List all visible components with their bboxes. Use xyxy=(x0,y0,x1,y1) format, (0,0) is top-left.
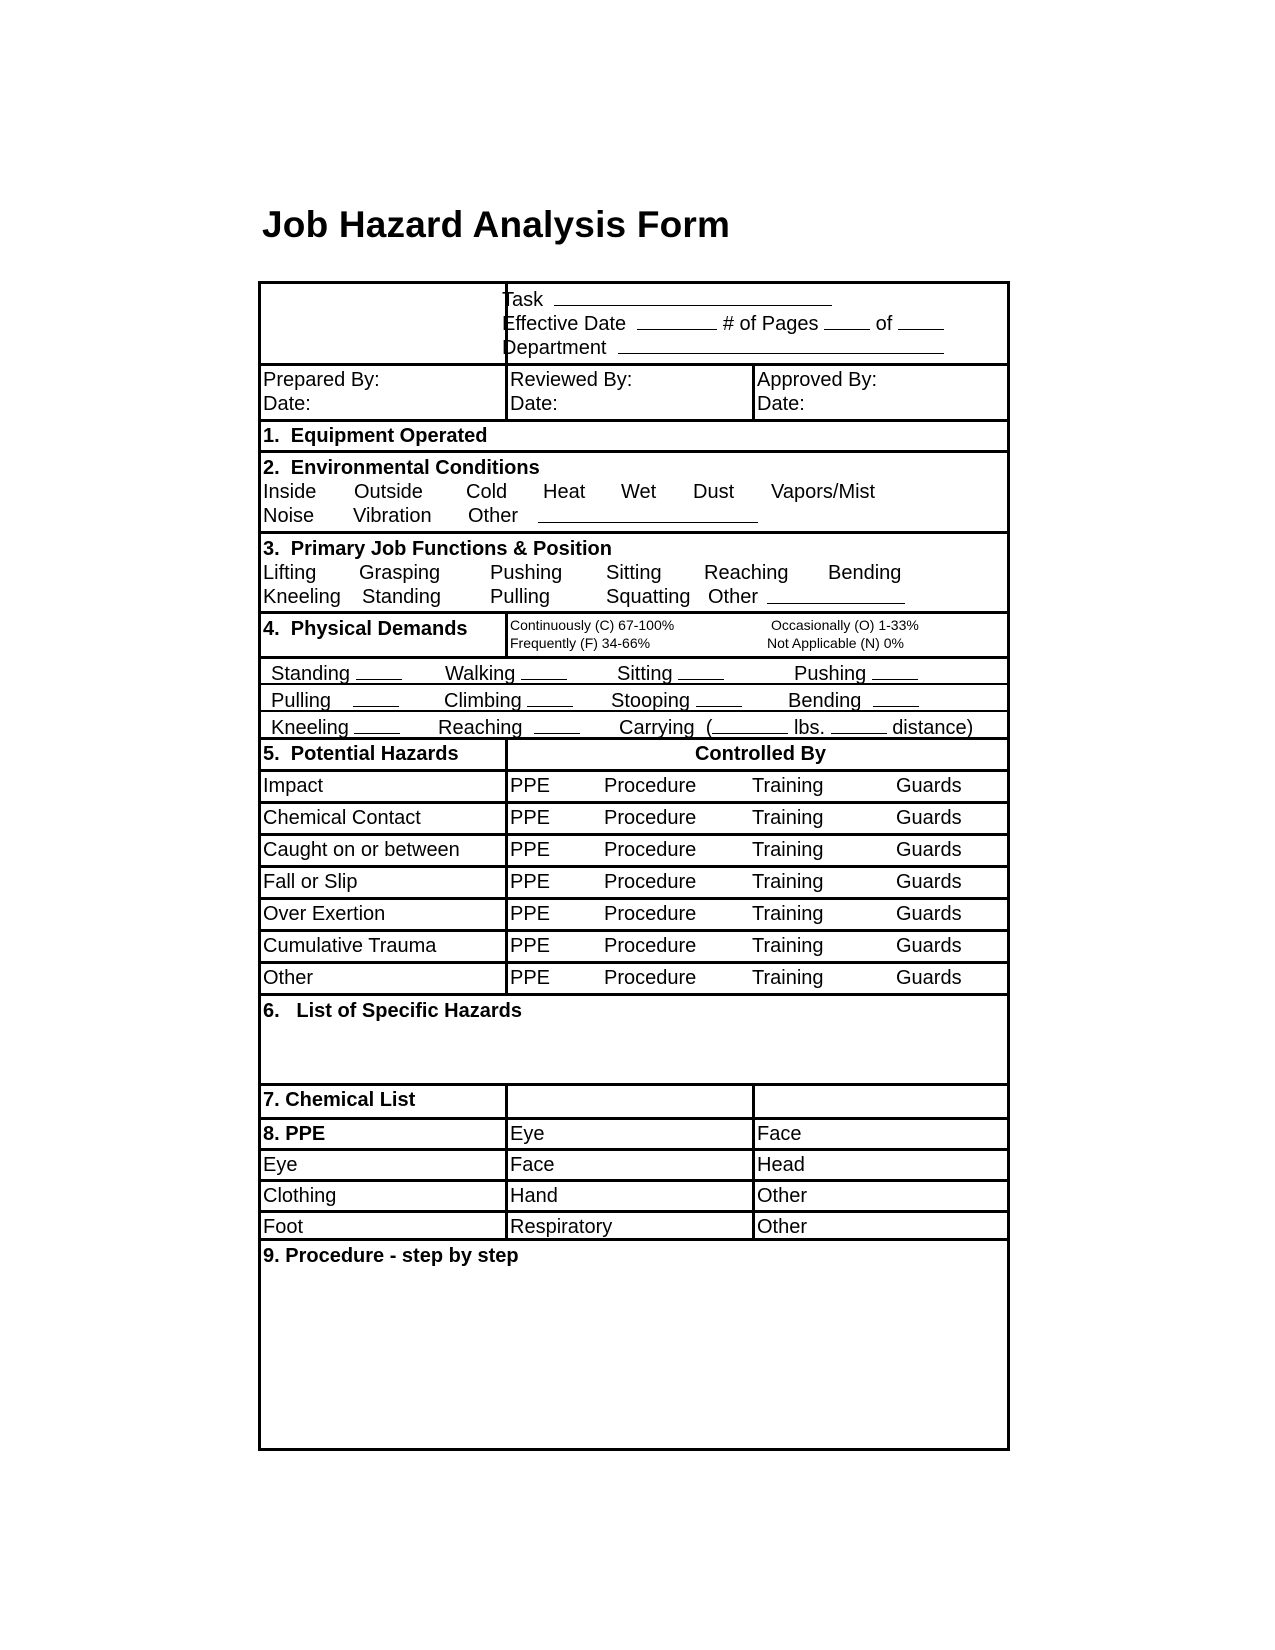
function-option[interactable]: Bending xyxy=(828,562,902,584)
control-option[interactable]: Training xyxy=(752,935,824,957)
control-option[interactable]: PPE xyxy=(510,903,551,925)
demand-label: Reaching xyxy=(438,715,580,740)
env-option[interactable]: Outside xyxy=(354,481,423,503)
control-option[interactable]: Training xyxy=(752,839,824,861)
legend-frequently: Frequently (F) 34-66% xyxy=(510,635,651,651)
carrying-line: Carrying ( lbs. distance) xyxy=(619,717,974,739)
ppe-option[interactable]: Eye xyxy=(510,1123,545,1145)
section-4-title: 4. Physical Demands xyxy=(263,618,468,640)
function-other-blank[interactable] xyxy=(767,585,905,604)
env-option[interactable]: Other xyxy=(468,505,519,527)
control-option[interactable]: Training xyxy=(752,807,824,829)
ppe-option[interactable]: Clothing xyxy=(263,1185,337,1207)
divider xyxy=(752,1083,755,1238)
legend-occasionally: Occasionally (O) 1-33% xyxy=(771,617,919,633)
demand-blank[interactable] xyxy=(696,688,742,707)
ppe-option[interactable]: Other xyxy=(757,1185,808,1207)
hazard-name: Other xyxy=(263,967,314,989)
env-option[interactable]: Heat xyxy=(543,481,586,503)
control-option[interactable]: PPE xyxy=(510,839,551,861)
control-option[interactable]: Guards xyxy=(896,807,962,829)
demand-label: Pulling xyxy=(271,688,399,713)
divider xyxy=(261,710,1007,712)
hazard-name: Caught on or between xyxy=(263,839,460,861)
function-option[interactable]: Squatting xyxy=(606,586,691,608)
control-option[interactable]: Guards xyxy=(896,839,962,861)
demand-label: Bending xyxy=(788,688,919,713)
function-option[interactable]: Kneeling xyxy=(263,586,341,608)
divider xyxy=(261,737,1007,740)
divider xyxy=(261,961,1007,964)
control-option[interactable]: Procedure xyxy=(604,967,697,989)
divider xyxy=(261,801,1007,804)
section-9-title: 9. Procedure - step by step xyxy=(263,1245,519,1267)
divider xyxy=(261,683,1007,685)
divider xyxy=(261,1148,1007,1151)
demand-blank[interactable] xyxy=(356,661,402,680)
divider xyxy=(261,656,1007,659)
divider xyxy=(261,929,1007,932)
control-option[interactable]: Training xyxy=(752,775,824,797)
function-option[interactable]: Standing xyxy=(362,586,441,608)
divider xyxy=(261,993,1007,996)
demand-label: Walking xyxy=(445,661,567,686)
env-option[interactable]: Wet xyxy=(621,481,657,503)
section-6-title: 6. List of Specific Hazards xyxy=(263,1000,522,1022)
section-8-title: 8. PPE xyxy=(263,1123,326,1145)
control-option[interactable]: Guards xyxy=(896,871,962,893)
demand-blank[interactable] xyxy=(527,688,573,707)
control-option[interactable]: PPE xyxy=(510,871,551,893)
reviewed-date-label[interactable]: Date: xyxy=(510,393,558,415)
divider xyxy=(261,363,1007,366)
function-option[interactable]: Sitting xyxy=(606,562,662,584)
demand-blank[interactable] xyxy=(534,715,580,734)
control-option[interactable]: PPE xyxy=(510,807,551,829)
department-line: Department xyxy=(502,335,944,360)
env-option[interactable]: Dust xyxy=(693,481,735,503)
control-option[interactable]: Procedure xyxy=(604,871,697,893)
divider xyxy=(261,1117,1007,1120)
divider xyxy=(261,769,1007,772)
control-option[interactable]: Training xyxy=(752,903,824,925)
prepared-date-label[interactable]: Date: xyxy=(263,393,311,415)
task-blank[interactable] xyxy=(554,287,832,306)
control-option[interactable]: PPE xyxy=(510,935,551,957)
env-option[interactable]: Cold xyxy=(466,481,508,503)
env-other-blank[interactable] xyxy=(538,504,758,523)
section-3-title: 3. Primary Job Functions & Position xyxy=(263,538,612,560)
section-7-title: 7. Chemical List xyxy=(263,1089,416,1111)
reviewed-by-label[interactable]: Reviewed By: xyxy=(510,369,633,391)
demand-blank[interactable] xyxy=(678,661,724,680)
divider xyxy=(261,450,1007,453)
demand-blank[interactable] xyxy=(354,715,400,734)
function-option[interactable]: Lifting xyxy=(263,562,317,584)
control-option[interactable]: Procedure xyxy=(604,839,697,861)
ppe-option[interactable]: Face xyxy=(510,1154,555,1176)
section-2-title: 2. Environmental Conditions xyxy=(263,457,540,479)
divider xyxy=(261,1179,1007,1182)
env-option[interactable]: Vapors/Mist xyxy=(771,481,876,503)
legend-continuously: Continuously (C) 67-100% xyxy=(510,617,675,633)
ppe-option[interactable]: Eye xyxy=(263,1154,298,1176)
divider xyxy=(261,611,1007,614)
prepared-by-label[interactable]: Prepared By: xyxy=(263,369,380,391)
procedure-area[interactable] xyxy=(263,1274,1005,1446)
control-option[interactable]: Guards xyxy=(896,775,962,797)
demand-label: Stooping xyxy=(611,688,742,713)
hazard-name: Cumulative Trauma xyxy=(263,935,437,957)
divider xyxy=(261,1083,1007,1086)
carrying-distance-blank[interactable] xyxy=(831,715,887,734)
ppe-option[interactable]: Respiratory xyxy=(510,1216,613,1238)
ppe-option[interactable]: Face xyxy=(757,1123,802,1145)
ppe-option[interactable]: Other xyxy=(757,1216,808,1238)
hazard-name: Impact xyxy=(263,775,324,797)
demand-label: Climbing xyxy=(444,688,573,713)
function-option[interactable]: Pulling xyxy=(490,586,551,608)
legend-not-applicable: Not Applicable (N) 0% xyxy=(767,635,904,651)
section-5-title: 5. Potential Hazards xyxy=(263,743,459,765)
task-line: Task xyxy=(502,287,832,312)
divider xyxy=(261,865,1007,868)
control-option[interactable]: Procedure xyxy=(604,903,697,925)
demand-label: Sitting xyxy=(617,661,724,686)
page-total-blank[interactable] xyxy=(898,311,944,330)
control-option[interactable]: Guards xyxy=(896,935,962,957)
page-title: Job Hazard Analysis Form xyxy=(262,204,731,245)
hazard-name: Fall or Slip xyxy=(263,871,358,893)
env-option[interactable]: Inside xyxy=(263,481,317,503)
ppe-option[interactable]: Foot xyxy=(263,1216,304,1238)
function-option[interactable]: Other xyxy=(708,586,759,608)
control-option[interactable]: Procedure xyxy=(604,807,697,829)
effective-date-line: Effective Date # of Pages of xyxy=(502,311,944,336)
page-number-blank[interactable] xyxy=(824,311,870,330)
ppe-option[interactable]: Head xyxy=(757,1154,805,1176)
section-1-title: 1. Equipment Operated xyxy=(263,425,488,447)
function-option[interactable]: Grasping xyxy=(359,562,441,584)
control-option[interactable]: Training xyxy=(752,967,824,989)
hazard-name: Chemical Contact xyxy=(263,807,421,829)
control-option[interactable]: Procedure xyxy=(604,775,697,797)
divider xyxy=(261,897,1007,900)
divider xyxy=(505,1083,508,1238)
approved-date-label[interactable]: Date: xyxy=(757,393,805,415)
approved-by-label[interactable]: Approved By: xyxy=(757,369,878,391)
controlled-by-header: Controlled By xyxy=(694,743,827,765)
divider xyxy=(505,611,508,656)
job-hazard-form xyxy=(258,281,1010,1451)
control-option[interactable]: Guards xyxy=(896,967,962,989)
divider xyxy=(752,363,755,421)
department-blank[interactable] xyxy=(618,335,944,354)
demand-label: Kneeling xyxy=(271,715,400,740)
demand-blank[interactable] xyxy=(873,688,919,707)
function-option[interactable]: Reaching xyxy=(704,562,789,584)
function-option[interactable]: Pushing xyxy=(490,562,563,584)
demand-blank[interactable] xyxy=(872,661,918,680)
effective-date-blank[interactable] xyxy=(637,311,717,330)
demand-label: Standing xyxy=(271,661,402,686)
control-option[interactable]: Guards xyxy=(896,903,962,925)
control-option[interactable]: PPE xyxy=(510,967,551,989)
ppe-option[interactable]: Hand xyxy=(510,1185,558,1207)
divider xyxy=(261,1210,1007,1213)
control-option[interactable]: Training xyxy=(752,871,824,893)
carrying-weight-blank[interactable] xyxy=(712,715,788,734)
env-option[interactable]: Vibration xyxy=(353,505,432,527)
env-option[interactable]: Noise xyxy=(263,505,315,527)
control-option[interactable]: Procedure xyxy=(604,935,697,957)
divider xyxy=(261,419,1007,422)
demand-blank[interactable] xyxy=(353,688,399,707)
demand-blank[interactable] xyxy=(521,661,567,680)
divider xyxy=(261,1238,1007,1241)
divider xyxy=(261,833,1007,836)
control-option[interactable]: PPE xyxy=(510,775,551,797)
demand-label: Pushing xyxy=(794,661,918,686)
divider xyxy=(261,531,1007,534)
hazard-name: Over Exertion xyxy=(263,903,386,925)
